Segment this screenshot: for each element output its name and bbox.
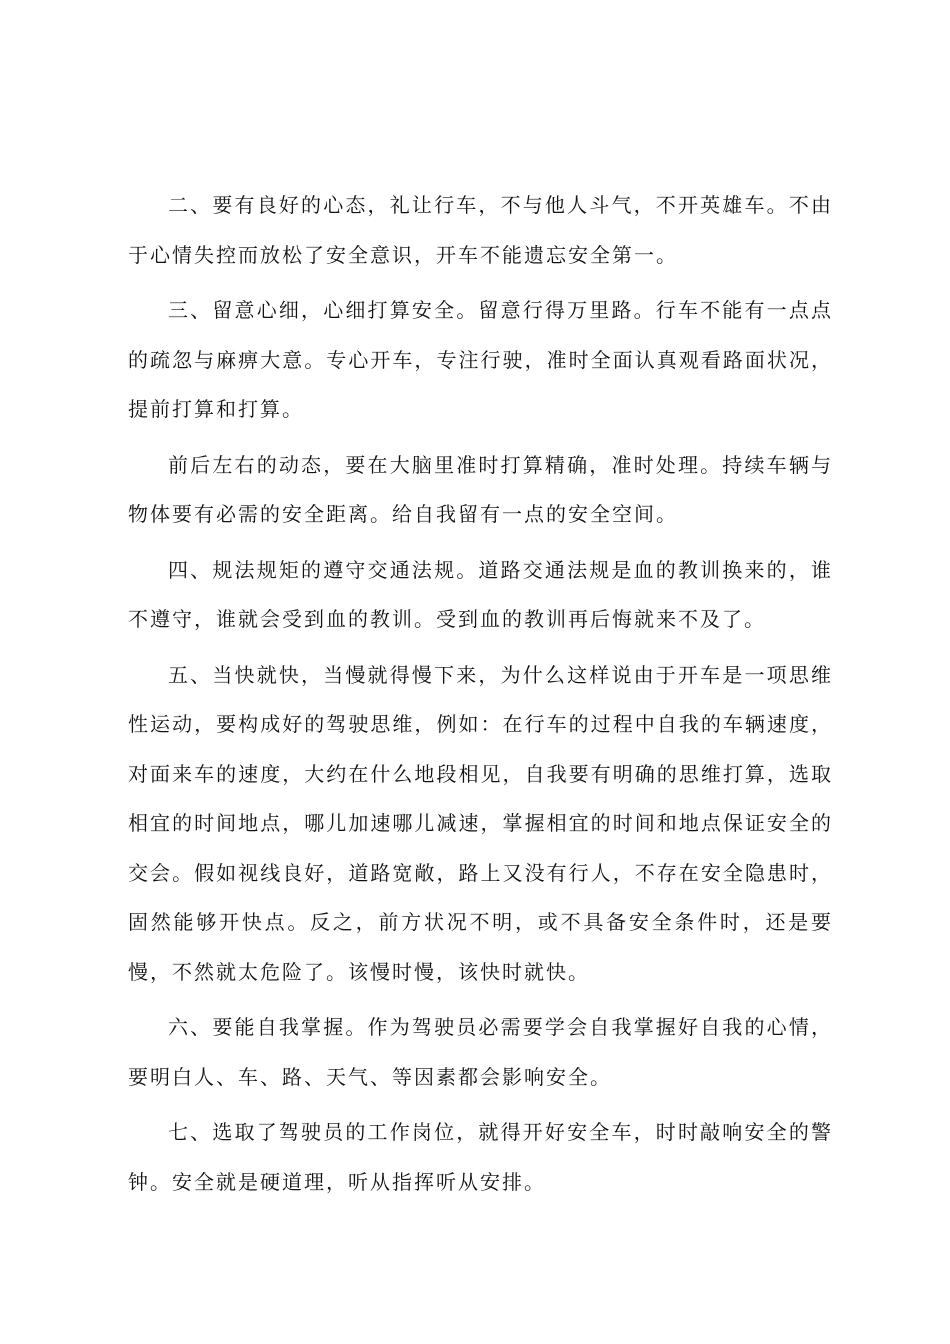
paragraph-continuation: 前后左右的动态，要在大脑里准时打算精确，准时处理。持续车辆与物体要有必需的安全距离。给自我留有一点的安全空间。 bbox=[128, 452, 833, 526]
document-body bbox=[128, 181, 833, 1207]
paragraph-4: 四、规法规矩的遵守交通法规。道路交通法规是血的教训换来的，谁不遵守，谁就会受到血的教训。受到血的教训再后悔就来不及了。 bbox=[128, 557, 833, 631]
paragraph-5: 五、当快就快，当慢就得慢下来，为什么这样说由于开车是一项思维性运动，要构成好的驾驶思维，例如：在行车的过程中自我的车辆速度，对面来车的速度，大约在什么地段相见，自我要有明确的思维打算，选取相宜的时间地点，哪儿加速哪儿减速，掌握相宜的时间和地点保证安全的交会。假如视线良好，道路宽敞，路上又没有行人，不存在安全隐患时，固然能够开快点。反之，前方状况不明，或不具备安全条件时，还是要慢，不然就太危险了。该慢时慢，该快时就快。 bbox=[128, 662, 833, 984]
paragraph-6: 六、要能自我掌握。作为驾驶员必需要学会自我掌握好自我的心情，要明白人、车、路、天气、等因素都会影响安全。 bbox=[128, 1015, 833, 1089]
paragraph-3: 三、留意心细，心细打算安全。留意行得万里路。行车不能有一点点的疏忽与麻痹大意。专心开车，专注行驶，准时全面认真观看路面状况，提前打算和打算。 bbox=[128, 298, 833, 421]
paragraph-2: 二、要有良好的心态，礼让行车，不与他人斗气，不开英雄车。不由于心情失控而放松了安全意识，开车不能遗忘安全第一。 bbox=[128, 193, 833, 267]
paragraph-7: 七、选取了驾驶员的工作岗位，就得开好安全车，时时敲响安全的警钟。安全就是硬道理，听从指挥听从安排。 bbox=[128, 1120, 833, 1194]
